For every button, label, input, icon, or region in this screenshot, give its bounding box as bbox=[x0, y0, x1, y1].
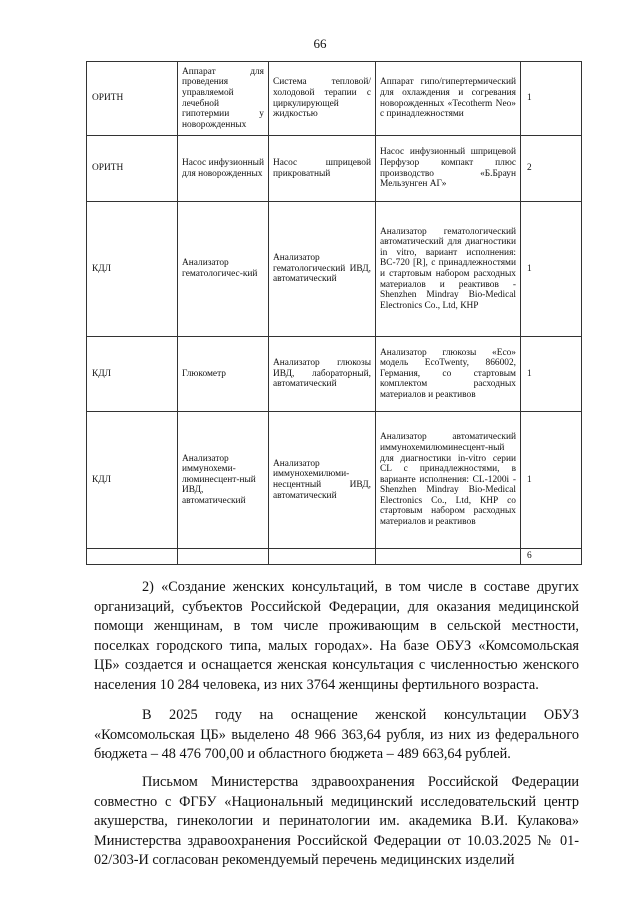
model-cell: Насос инфузионный шприцевой Перфузор компакт плюс производство «Б.Браун Мельзунген АГ» bbox=[376, 136, 521, 202]
table-row bbox=[87, 202, 582, 337]
page-number: 66 bbox=[313, 36, 327, 51]
table-row bbox=[87, 136, 582, 202]
department-cell: КДЛ bbox=[87, 337, 178, 412]
total-quantity-cell: 6 bbox=[521, 549, 582, 565]
quantity-cell: 1 bbox=[521, 412, 582, 549]
model-cell: Аппарат гипо/гипертермический для охлаждения и согревания новорожденных «Tecotherm Neo» с принадлежностями bbox=[376, 62, 521, 136]
paragraph-funding bbox=[94, 706, 579, 765]
paragraph-text: В 2025 году на оснащение женской консультации ОБУЗ «Комсомольская ЦБ» выделено 48 966 363,64 рубля, из них из федерального бюджета – 48 476 700,00 и областного бюджета – 489 663,64 рублей. bbox=[94, 707, 579, 763]
device-name-cell: Глюкометр bbox=[178, 337, 269, 412]
empty-cell bbox=[178, 549, 269, 565]
model-cell: Анализатор автоматический иммунохемилюминесцент-ный для диагностики in-vitro серии CL с принадлежностями, в варианте исполнения: CL-1200i - Shenzhen Mindray Bio-Medical Electronics Co., Ltd, КНР со стартовым набором расходных материалов и реактивов bbox=[376, 412, 521, 549]
device-name-cell: Анализатор гематологичес-кий bbox=[178, 202, 269, 337]
device-type-cell: Насос шприцевой прикроватный bbox=[269, 136, 376, 202]
device-type-cell: Анализатор иммунохемилюми-несцентный ИВД, автоматический bbox=[269, 412, 376, 549]
quantity-cell: 1 bbox=[521, 62, 582, 136]
quantity-cell: 2 bbox=[521, 136, 582, 202]
quantity-cell: 1 bbox=[521, 337, 582, 412]
paragraph-text: 2) «Создание женских консультаций, в том числе в составе других организаций, субъектов Российской Федерации, для оказания медицинской помощи женщинам, в том числе проживающим в сельской местности, поселках городского типа, малых городах». На базе ОБУЗ «Комсомольская ЦБ» создается и оснащается женская консультация с численностью женского населения 10 284 человека, из них 3764 женщины фертильного возраста. bbox=[94, 579, 579, 693]
table-row bbox=[87, 412, 582, 549]
table-row bbox=[87, 62, 582, 136]
device-type-cell: Анализатор гематологический ИВД, автоматический bbox=[269, 202, 376, 337]
paragraph-womens-consultations bbox=[94, 578, 579, 696]
paragraph-ministry-letter bbox=[94, 773, 579, 871]
empty-cell bbox=[376, 549, 521, 565]
table-total-row bbox=[87, 549, 582, 565]
empty-cell bbox=[87, 549, 178, 565]
device-name-cell: Насос инфузионный для новорожденных bbox=[178, 136, 269, 202]
device-type-cell: Анализатор глюкозы ИВД, лабораторный, автоматический bbox=[269, 337, 376, 412]
department-cell: КДЛ bbox=[87, 202, 178, 337]
device-name-cell: Анализатор иммунохеми-люминесцент-ный ИВД, автоматический bbox=[178, 412, 269, 549]
department-cell: ОРИТН bbox=[87, 136, 178, 202]
equipment-table bbox=[86, 61, 582, 565]
device-name-cell: Аппарат для проведения управляемой лечебной гипотермии у новорожденных bbox=[178, 62, 269, 136]
paragraph-text: Письмом Министерства здравоохранения Российской Федерации совместно с ФГБУ «Национальный медицинский исследовательский центр акушерства, гинекологии и перинатологии им. академика В.И. Кулакова» Министерства здравоохранения Российской Федерации от 10.03.2025 № 01-02/303-И согласован рекомендуемый перечень медицинских изделий bbox=[94, 774, 579, 869]
quantity-cell: 1 bbox=[521, 202, 582, 337]
department-cell: ОРИТН bbox=[87, 62, 178, 136]
department-cell: КДЛ bbox=[87, 412, 178, 549]
model-cell: Анализатор глюкозы «Eco» модель EcoTwenty, 866002, Германия, со стартовым комплектом расходных материалов и реактивов bbox=[376, 337, 521, 412]
empty-cell bbox=[269, 549, 376, 565]
model-cell: Анализатор гематологический автоматический для диагностики in vitro, вариант исполнения: ВС-720 [R], с принадлежностями и стартовым набором расходных материалов и реактивов - Shenzhen Mindray Bio-Medical Electronics Co., Ltd, КНР bbox=[376, 202, 521, 337]
device-type-cell: Система тепловой/холодовой терапии с циркулирующей жидкостью bbox=[269, 62, 376, 136]
table-row bbox=[87, 337, 582, 412]
